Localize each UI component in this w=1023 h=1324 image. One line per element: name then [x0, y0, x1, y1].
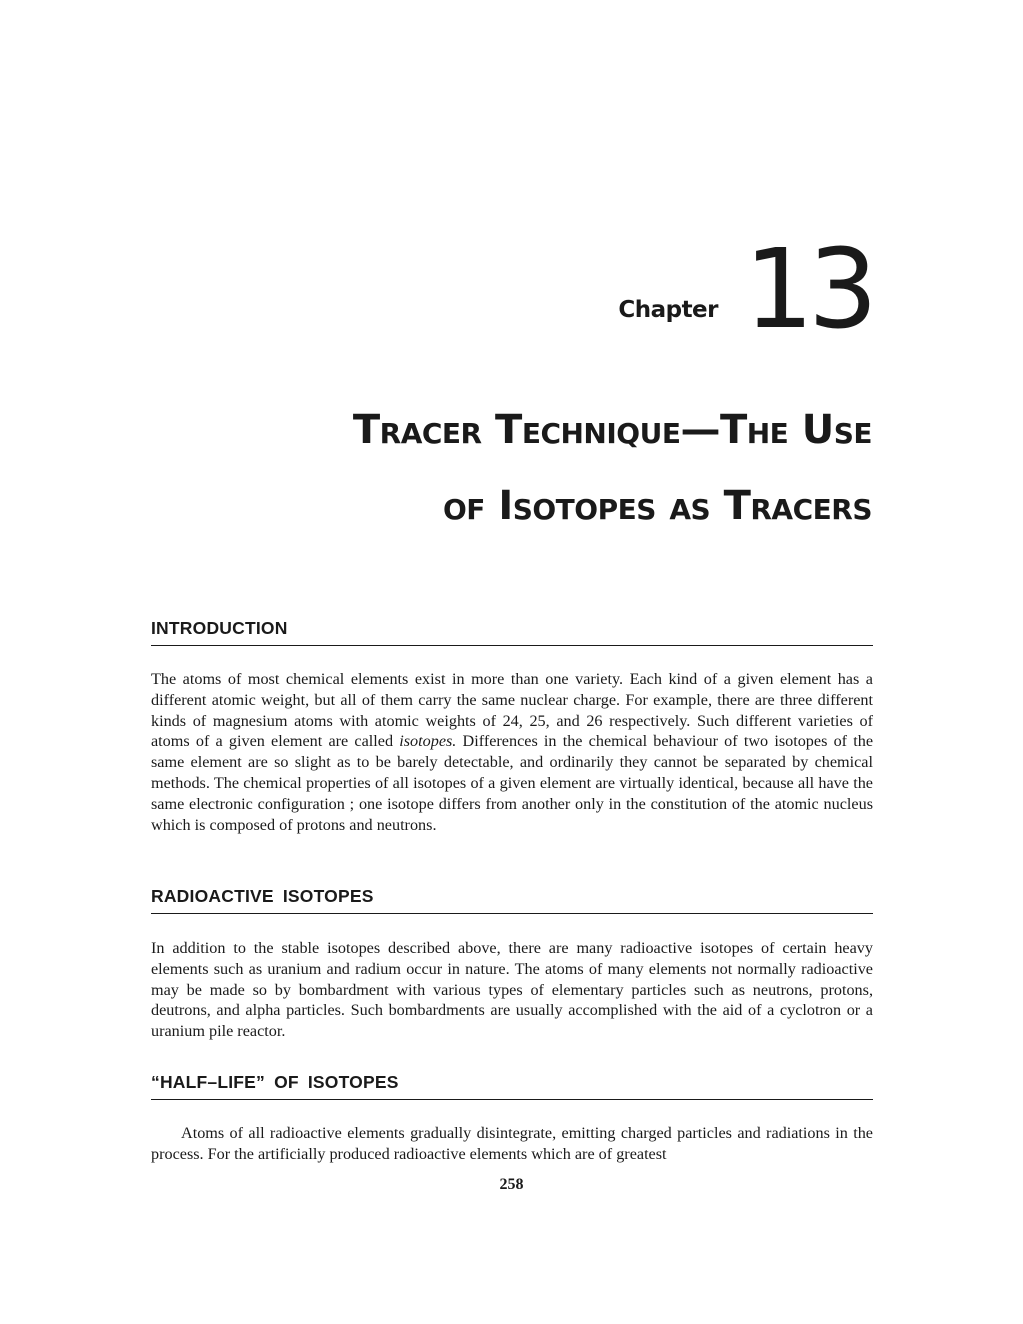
radioactive-isotopes-paragraph: In addition to the stable isotopes described above, there are many radioactive isotopes of certain heavy elements such as uranium and radium occur in nature. The atoms of many elements not normally radioactive may be made so by bombardment with various types of elementary particles such as neutrons, protons, deutrons, and alpha particles. Such bombardments are usually accomplished with the aid of a cyclotron or a uranium pile reactor. — [151, 939, 873, 1041]
chapter-heading — [618, 225, 872, 353]
page-number: 258 — [499, 1176, 524, 1193]
chapter-label: Chapter — [618, 297, 719, 323]
section-heading-radioactive-isotopes: RADIOACTIVE ISOTOPES — [151, 886, 873, 914]
chapter-title-line-1: Tracer Technique—The Use — [352, 407, 872, 453]
introduction-text-part-1: The atoms of most chemical elements exist in more than one variety. Each kind of a given element has a different atomic weight, but all of them carry the same nuclear charge. For example, there are three different kinds of magnesium atoms with atomic weights of 24, 25, and 26 respectively. Such different varieties of atoms of a given element are called — [151, 670, 873, 751]
introduction-paragraph — [151, 669, 873, 835]
section-heading-half-life: “HALF–LIFE” OF ISOTOPES — [151, 1072, 873, 1100]
introduction-italic-term: isotopes. — [399, 732, 457, 751]
chapter-title — [353, 392, 872, 544]
introduction-text-part-2: Differences in the chemical behaviour of two isotopes of the same element are so slight as to be barely detectable, and ordinarily they cannot be separated by chemical methods. The chemical properties of all isotopes of a given element are virtually identical, because all have the same electronic configuration ; one isotope differs from another only in the constitution of the atomic nucleus which is composed of protons and neutrons. — [151, 732, 874, 834]
half-life-paragraph: Atoms of all radioactive elements gradually disintegrate, emitting charged particles and radiations in the process. For the artificially produced radioactive elements which are of greatest — [151, 1124, 873, 1163]
chapter-title-line-2: of Isotopes as Tracers — [442, 483, 872, 529]
chapter-number: 13 — [744, 225, 872, 353]
section-heading-introduction: INTRODUCTION — [151, 618, 873, 646]
